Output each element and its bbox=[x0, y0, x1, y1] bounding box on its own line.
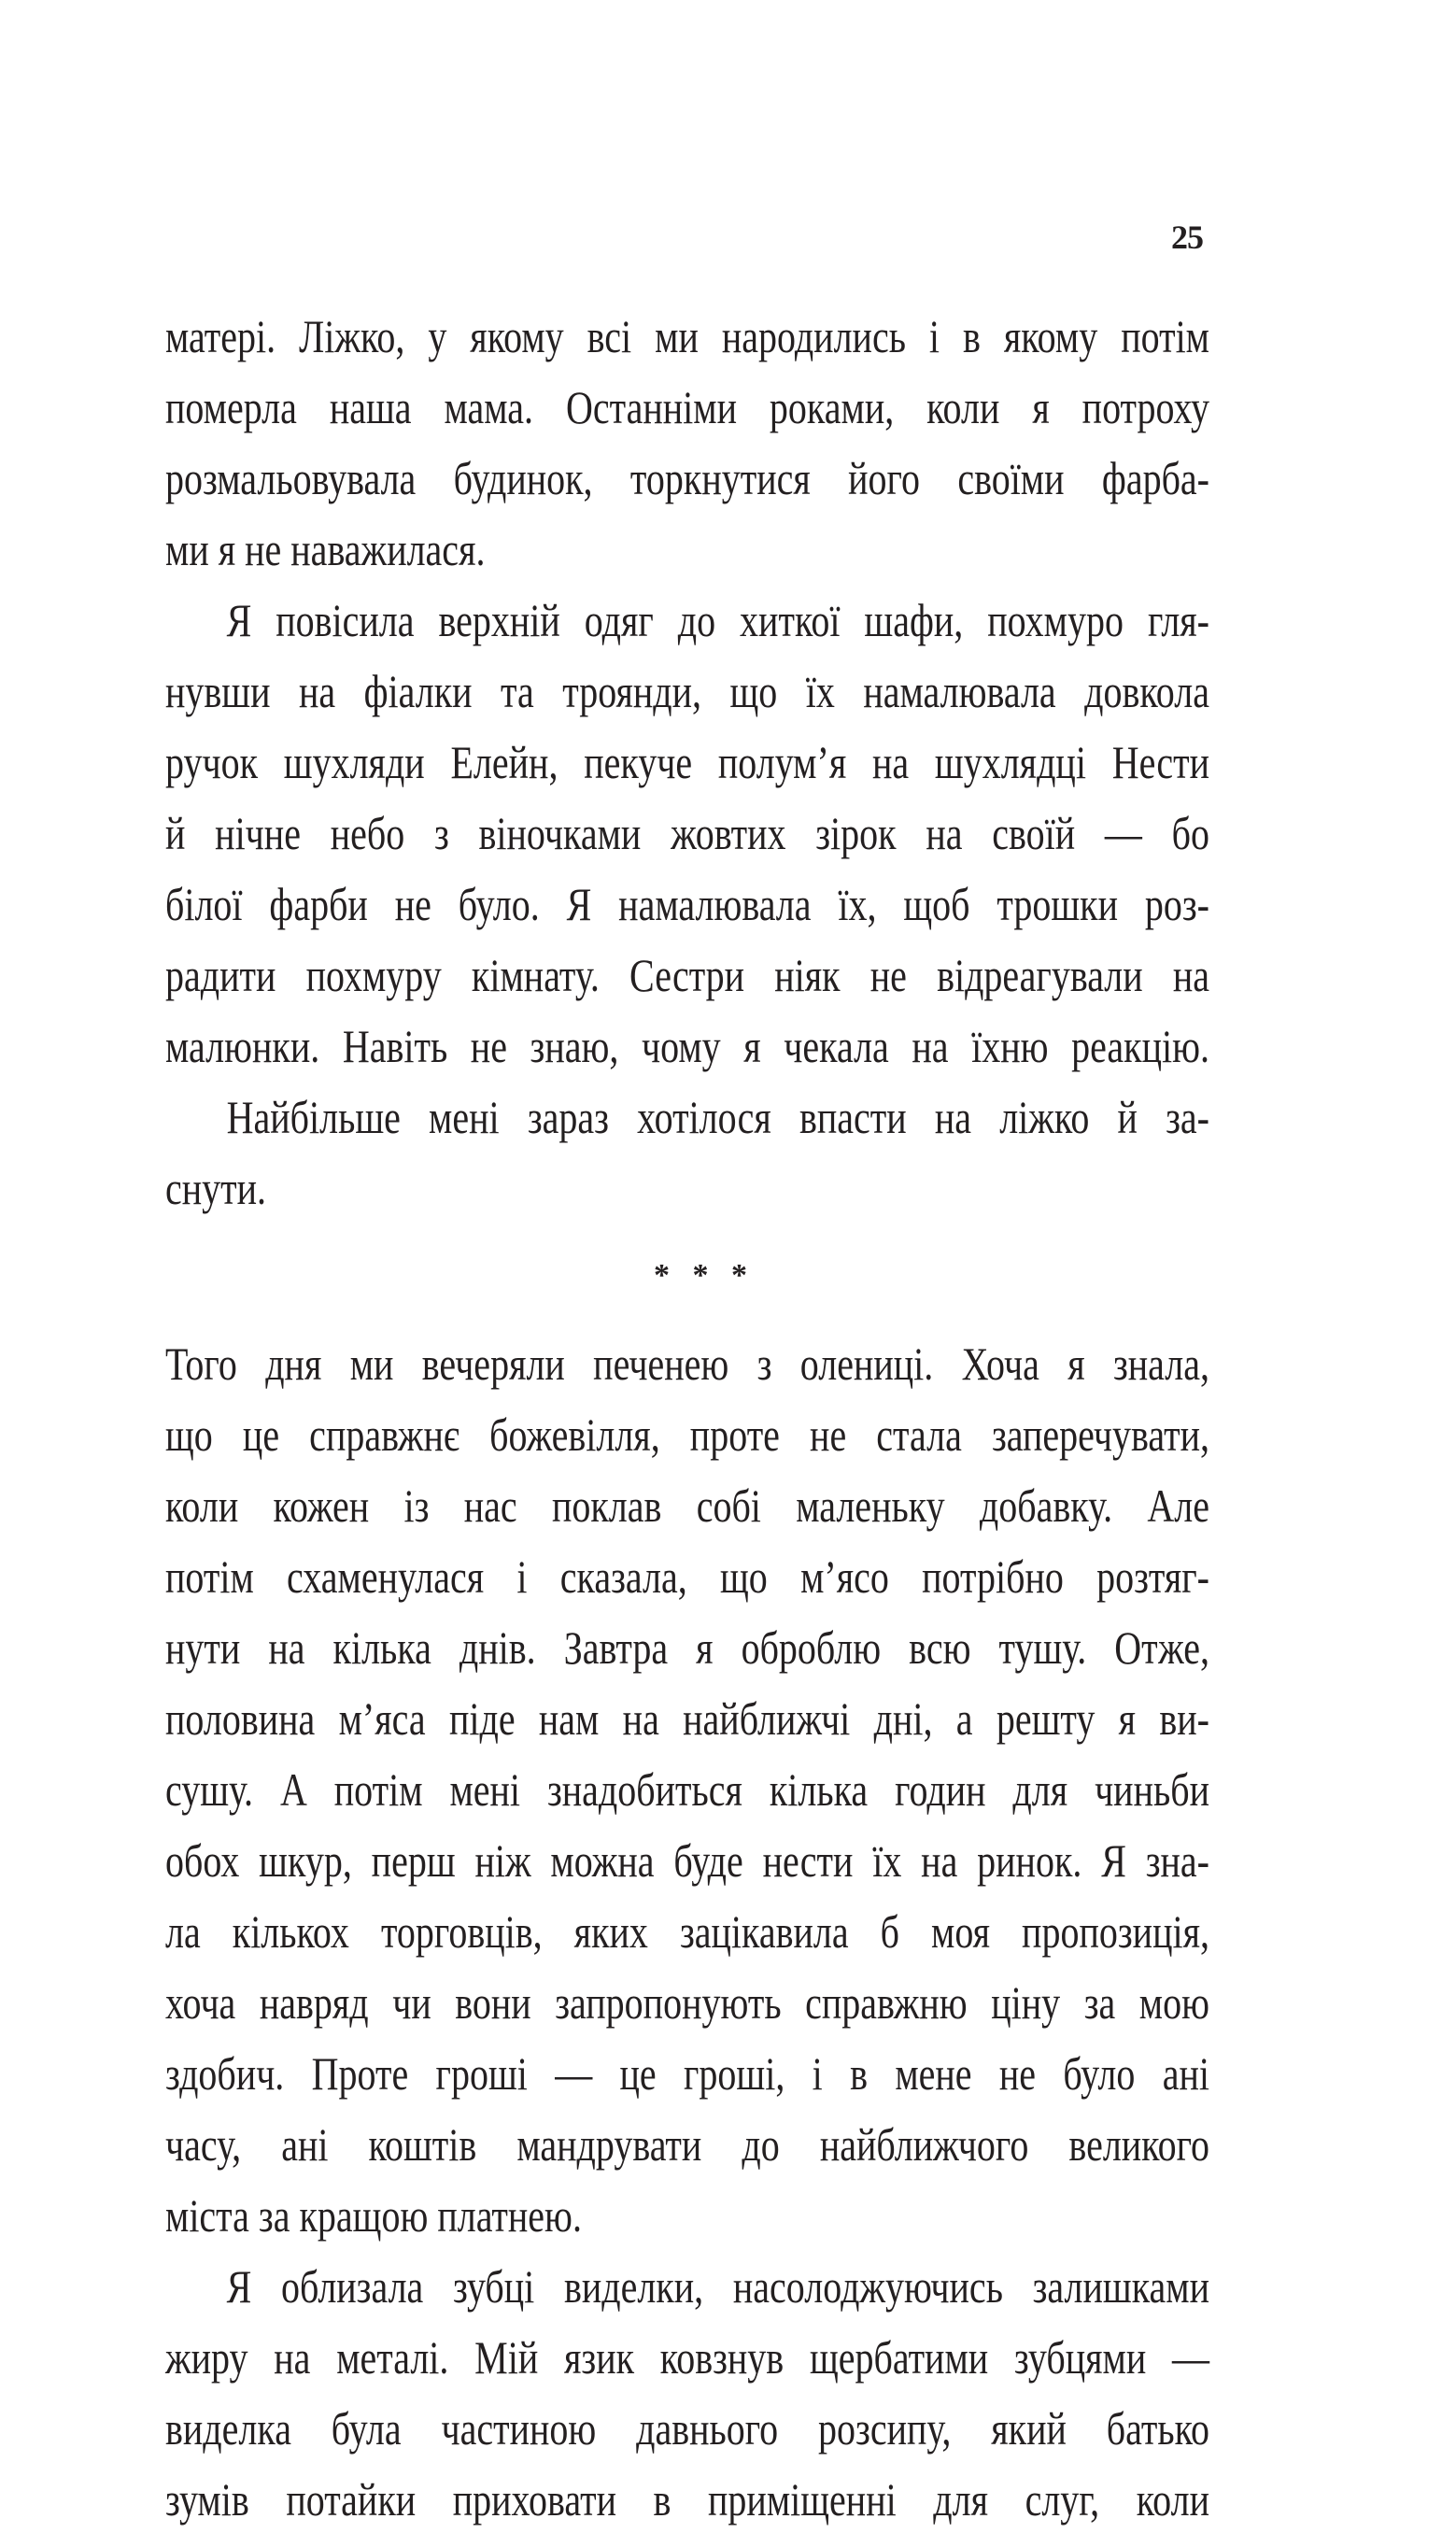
text-line: сушу. А потім мені знадобиться кілька годин для чиньби bbox=[165, 1763, 1209, 1816]
paragraph bbox=[165, 585, 1209, 1082]
text-line: половина м’яса піде нам на найближчі дні, а решту я ви- bbox=[165, 1692, 1209, 1745]
paragraph bbox=[165, 301, 1209, 585]
text-line: зумів потайки приховати в приміщенні для слуг, коли bbox=[165, 2473, 1209, 2526]
text-line: малюнки. Навіть не знаю, чому я чекала на їхню реакцію. bbox=[165, 1020, 1209, 1072]
text-line: жиру на металі. Мій язик ковзнув щербатими зубцями — bbox=[165, 2331, 1209, 2384]
paragraph bbox=[165, 1328, 1209, 2251]
text-line: померла наша мама. Останніми роками, коли я потроху bbox=[165, 381, 1209, 433]
text-line: білої фарби не було. Я намалювала їх, щоб трошки роз- bbox=[165, 878, 1209, 930]
text-line: обох шкур, перш ніж можна буде нести їх на ринок. Я зна- bbox=[165, 1834, 1209, 1887]
text-line: нувши на фіалки та троянди, що їх намалювала довкола bbox=[165, 665, 1209, 717]
paragraph bbox=[165, 2251, 1209, 2535]
text-line: ручок шухляди Елейн, пекуче полум’я на шухлядці Нести bbox=[165, 736, 1209, 788]
paragraph bbox=[165, 1082, 1209, 1224]
text-line: здобич. Проте гроші — це гроші, і в мене не було ані bbox=[165, 2047, 1209, 2100]
page-body bbox=[165, 301, 1209, 2535]
text-line: Я облизала зубці виделки, насолоджуючись залишками bbox=[226, 2260, 1210, 2313]
text-line: виделка була частиною давнього розсипу, який батько bbox=[165, 2402, 1209, 2455]
text-line: матері. Ліжко, у якому всі ми народились і в якому потім bbox=[165, 310, 1209, 362]
text-line: Того дня ми вечеряли печенею з олениці. Хоча я знала, bbox=[165, 1337, 1209, 1390]
text-line: розмальовувала будинок, торкнутися його своїми фарба- bbox=[165, 452, 1209, 504]
text-line: що це справжнє божевілля, проте не стала заперечувати, bbox=[165, 1408, 1209, 1461]
text-line: Я повісила верхній одяг до хиткої шафи, похмуро гля- bbox=[226, 594, 1210, 646]
text-line: нути на кілька днів. Завтра я оброблю всю тушу. Отже, bbox=[165, 1621, 1209, 1674]
text-line: хоча навряд чи вони запропонують справжню ціну за мою bbox=[165, 1976, 1209, 2029]
text-line: часу, ані коштів мандрувати до найближчого великого bbox=[165, 2118, 1209, 2171]
text-line: ми я не наважилася. bbox=[165, 523, 486, 575]
text-line: снути. bbox=[165, 1162, 267, 1214]
section-separator: * * * bbox=[654, 1258, 755, 1293]
text-line: міста за кращою платнею. bbox=[165, 2189, 582, 2242]
text-line: радити похмуру кімнату. Сестри ніяк не відреагували на bbox=[165, 949, 1209, 1001]
text-line: ла кількох торговців, яких зацікавила б моя пропозиція, bbox=[165, 1905, 1209, 1958]
text-line: Найбільше мені зараз хотілося впасти на ліжко й за- bbox=[226, 1091, 1210, 1143]
text-line: потім схаменулася і сказала, що м’ясо потрібно розтяг- bbox=[165, 1550, 1209, 1603]
text-line: й нічне небо з віночками жовтих зірок на своїй — бо bbox=[165, 807, 1209, 859]
page-number: 25 bbox=[1171, 219, 1203, 256]
text-line: коли кожен із нас поклав собі маленьку добавку. Але bbox=[165, 1479, 1209, 1532]
